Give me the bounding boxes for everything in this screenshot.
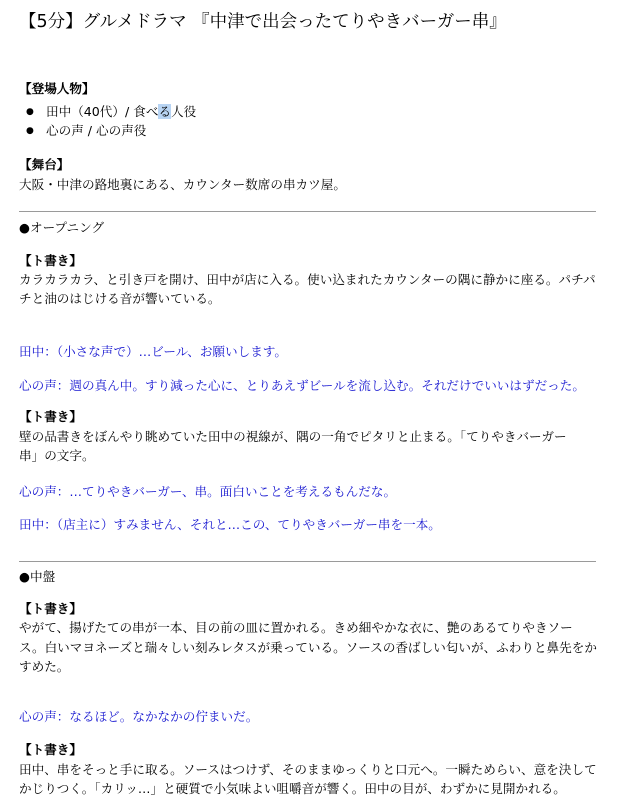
cast-heading: 【登場人物】 bbox=[19, 81, 95, 96]
stage-direction-text: ス。白いマヨネーズと瑞々しい刻みレタスが乗っている。ソースの香ばしい匂いが、ふわりと鼻先をか bbox=[19, 640, 597, 655]
section-divider bbox=[19, 211, 596, 212]
cast-item-text: 田中（40代）/ 食べ bbox=[46, 104, 159, 119]
bullet-icon: ● bbox=[26, 126, 34, 136]
stage-direction-label: 【ト書き】 bbox=[19, 409, 82, 424]
stage-direction-text: チと油のはじける音が響いている。 bbox=[19, 291, 221, 306]
stage-direction-label: 【ト書き】 bbox=[19, 601, 82, 616]
cast-item-tanaka bbox=[46, 102, 196, 122]
dialogue-line: 田中：（店主に）すみません、それと…この、てりやきバーガー串を一本。 bbox=[19, 517, 441, 532]
section-divider bbox=[19, 561, 596, 562]
stage-direction-text: 田中、串をそっと手に取る。ソースはつけず、そのままゆっくりと口元へ。一瞬ためらい、意を決して bbox=[19, 762, 597, 777]
cast-item-inner-voice: 心の声 / 心の声役 bbox=[46, 123, 147, 138]
document-title: 【5分】グルメドラマ 『中津で出会ったてりやきバーガー串』 bbox=[19, 12, 507, 32]
cast-item-text-tail: 人役 bbox=[171, 104, 197, 119]
section-heading-opening: ●オープニング bbox=[19, 220, 105, 235]
stage-direction-text: やがて、揚げたての串が一本、目の前の皿に置かれる。きめ細やかな衣に、艶のあるてりやきソー bbox=[19, 620, 573, 635]
dialogue-line: 心の声：…てりやきバーガー、串。面白いことを考えるもんだな。 bbox=[19, 484, 397, 499]
dialogue-line: 心の声：週の真ん中。すり減った心に、とりあえずビールを流し込む。それだけでいいはずだった。 bbox=[19, 378, 585, 393]
bullet-icon: ● bbox=[26, 107, 34, 117]
stage-text: 大阪・中津の路地裏にある、カウンター数席の串カツ屋。 bbox=[19, 177, 346, 192]
stage-direction-label: 【ト書き】 bbox=[19, 742, 82, 757]
stage-direction-label: 【ト書き】 bbox=[19, 253, 82, 268]
text-selection-highlight: る bbox=[158, 104, 172, 119]
dialogue-line: 心の声：なるほど。なかなかの佇まいだ。 bbox=[19, 709, 259, 724]
stage-direction-text: 串」の文字。 bbox=[19, 448, 95, 463]
stage-direction-text: かじりつく。「カリッ…」と硬質で小気味よい咀嚼音が響く。田中の目が、わずかに見開かれる。 bbox=[19, 781, 566, 796]
dialogue-line: 田中：（小さな声で）…ビール、お願いします。 bbox=[19, 344, 287, 359]
stage-heading: 【舞台】 bbox=[19, 157, 70, 172]
stage-direction-text: すめた。 bbox=[19, 659, 70, 674]
stage-direction-text: 壁の品書きをぼんやり眺めていた田中の視線が、隅の一角でピタリと止まる。「てりやきバーガー bbox=[19, 429, 567, 444]
section-heading-middle: ●中盤 bbox=[19, 569, 56, 584]
stage-direction-text: カラカラカラ、と引き戸を開け、田中が店に入る。使い込まれたカウンターの隅に静かに座る。パチパ bbox=[19, 272, 596, 287]
